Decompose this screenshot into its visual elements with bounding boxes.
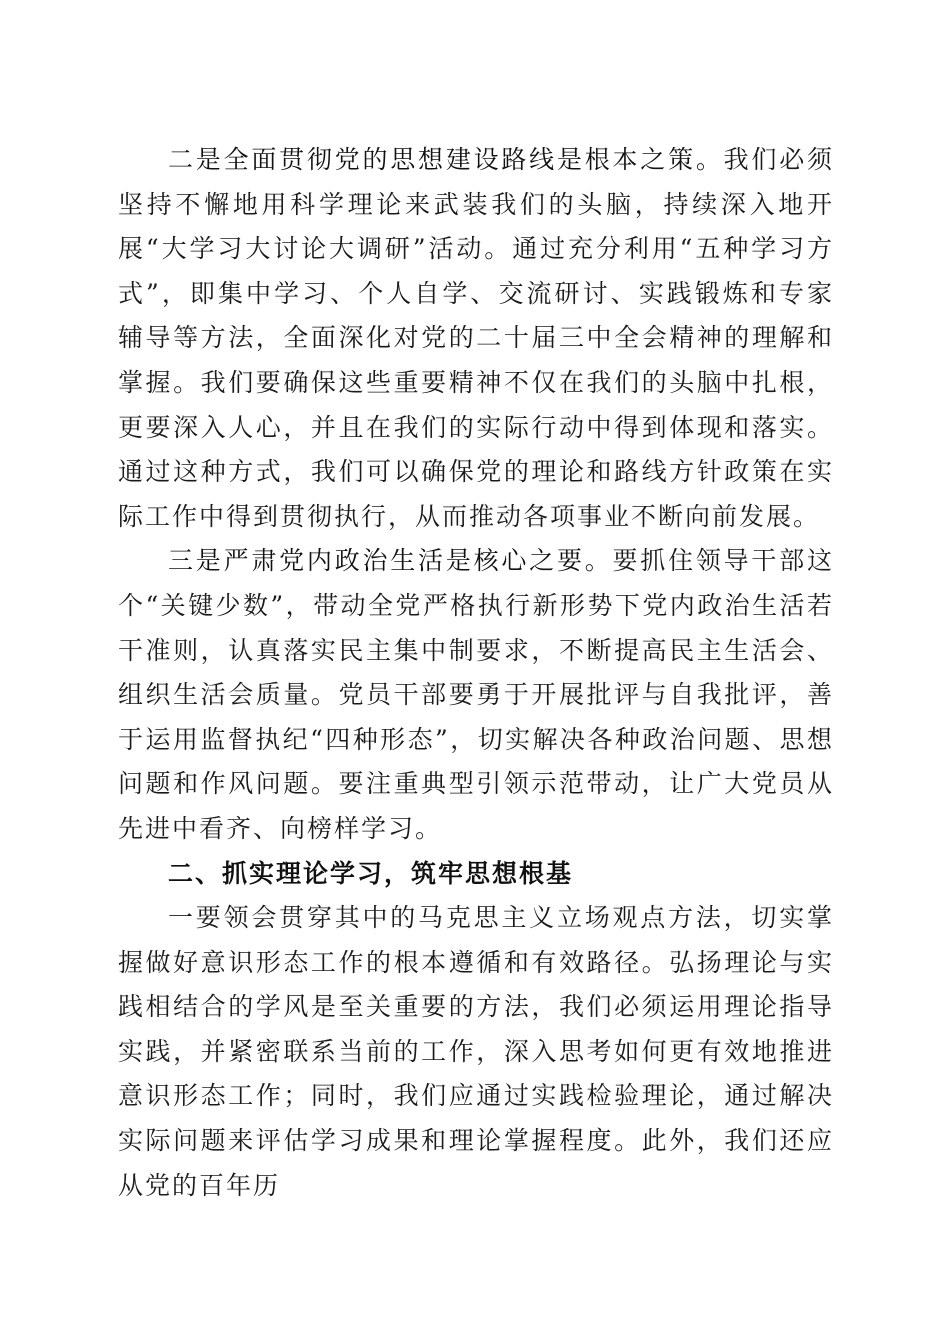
paragraph-three-text: 要抓住领导干部这个“关键少数”，带动全党严格执行新形势下党内政治生活若干准则，认真落实民主集中制要求，不断提高民主生活会、组织生活会质量。党员干部要勇于开展批评与自我批评，善于运用监督执纪“四种形态”，切实解决各种政治问题、思想问题和作风问题。要注重典型引领示范带动，让广大党员从先进中看齐、向榜样学习。 (118, 546, 834, 843)
document-body (118, 138, 834, 1208)
paragraph-three (118, 539, 834, 851)
section-heading: 二、抓实理论学习，筑牢思想根基 (168, 858, 574, 888)
paragraph-two-text: 我们必须坚持不懈地用科学理论来武装我们的头脑，持续深入地开展“大学习大讨论大调研”活动。通过充分利用“五种学习方式”，即集中学习、个人自学、交流研讨、实践锻炼和专家辅导等方法，全面深化对党的二十届三中全会精神的理解和掌握。我们要确保这些重要精神不仅在我们的头脑中扎根，更要深入人心，并且在我们的实际行动中得到体现和落实。通过这种方式，我们可以确保党的理论和路线方针政策在实际工作中得到贯彻执行，从而推动各项事业不断向前发展。 (118, 145, 834, 531)
paragraph-final: 一要领会贯穿其中的马克思主义立场观点方法，切实掌握做好意识形态工作的根本遵循和有效路径。弘扬理论与实践相结合的学风是至关重要的方法，我们必须运用理论指导实践，并紧密联系当前的工作，深入思考如何更有效地推进意识形态工作；同时，我们应通过实践检验理论，通过解决实际问题来评估学习成果和理论掌握程度。此外，我们还应从党的百年历 (118, 903, 834, 1200)
paragraph-three-lead: 三是严肃党内政治生活是核心之要。 (168, 546, 613, 576)
paragraph-two-lead: 二是全面贯彻党的思想建设路线是根本之策。 (168, 145, 724, 174)
paragraph-two (118, 138, 834, 539)
